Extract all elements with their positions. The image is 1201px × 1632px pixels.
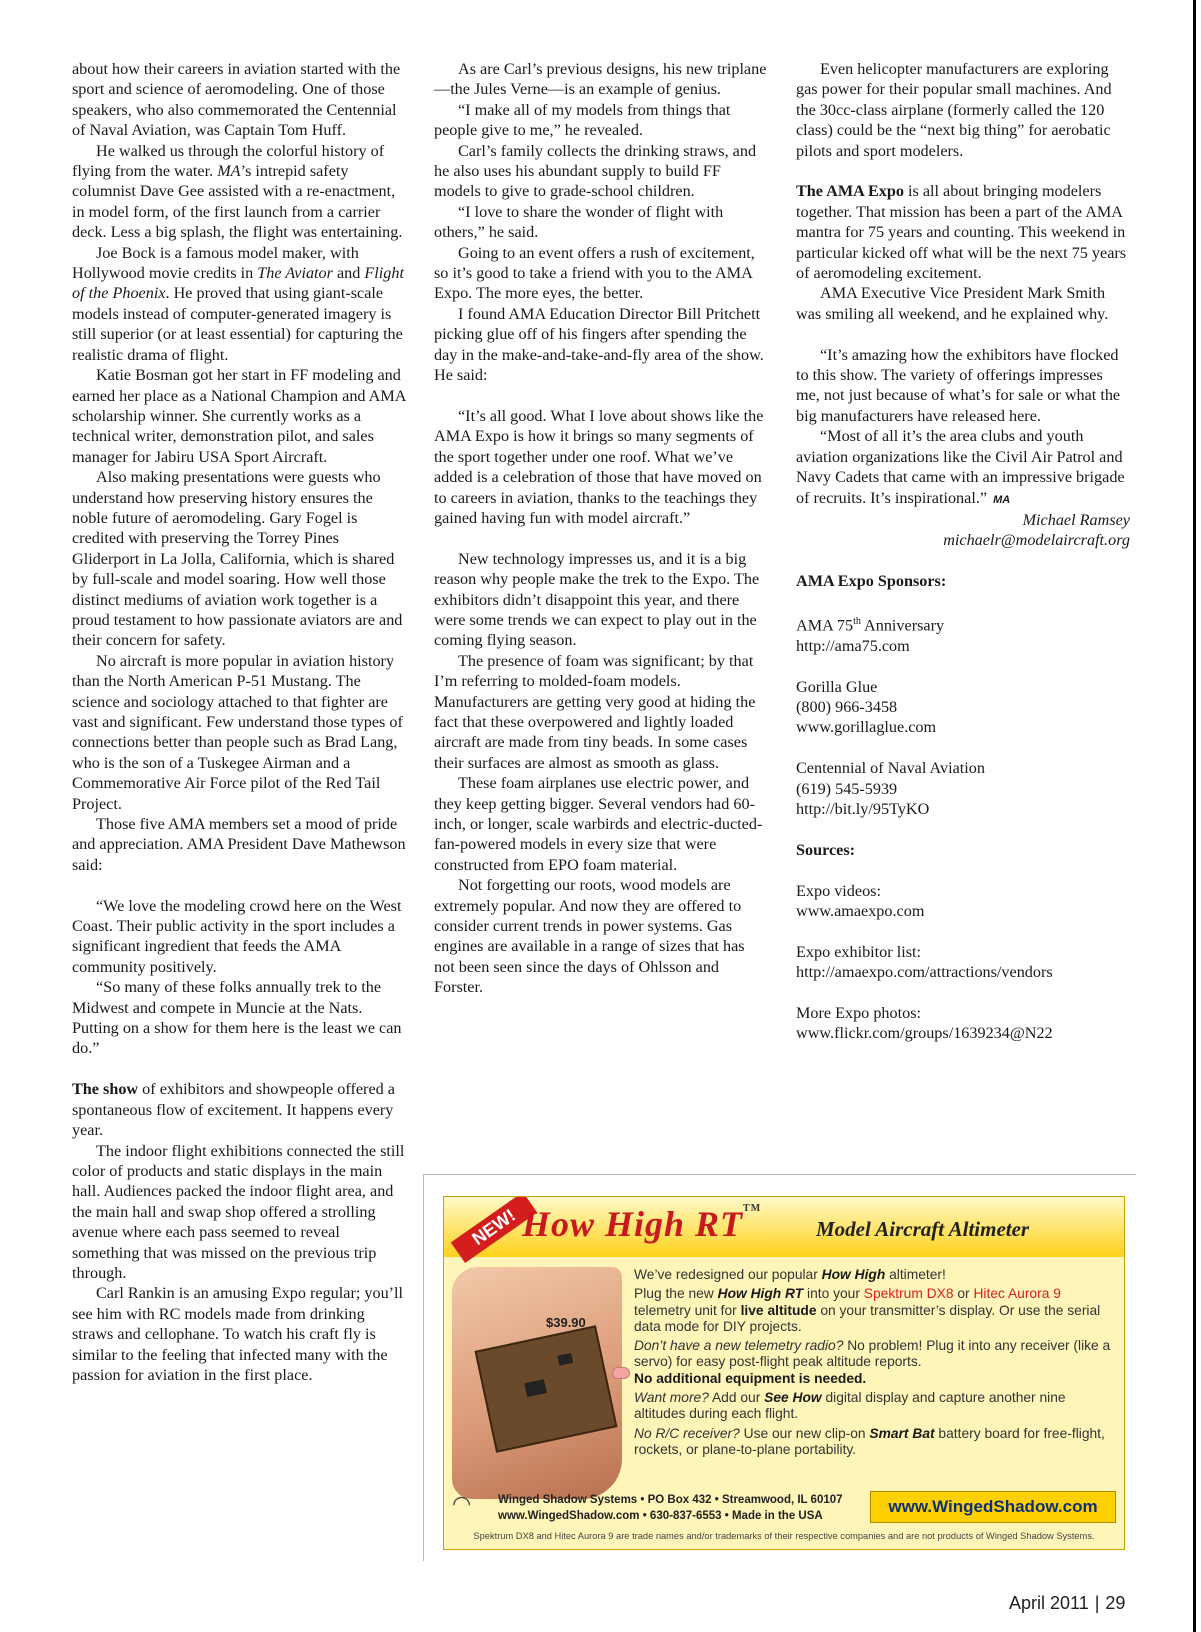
italic-title: The Aviator [257, 264, 333, 283]
text-run: The indoor flight exhibitions connected the still color of products and static displays in the main hall. Audiences packed the indoor flight area, and the main hall and swap shop offered a strolling avenue where each pass seemed to reveal something that was missed on the previous trip through. [72, 1141, 405, 1282]
paragraph [796, 636, 1130, 656]
ad-address: Winged Shadow Systems • PO Box 432 • Streamwood, IL 60107 [498, 1494, 843, 1506]
paragraph-gap [796, 161, 1130, 181]
paragraph [796, 283, 1130, 324]
paragraph [72, 365, 406, 467]
text-run: http://ama75.com [796, 636, 910, 655]
text-run: “I make all of my models from things that people give to me,” he revealed. [434, 100, 731, 140]
paragraph-gap [796, 738, 1130, 758]
paragraph [796, 426, 1130, 510]
paragraph [796, 345, 1130, 427]
text-run: Centennial of Naval Aviation [796, 759, 985, 778]
text-run: “Most of all it’s the area clubs and youth aviation organizations like the Civil Air Patrol and Navy Cadets that came with an impressive brigade of recruits. It’s inspirational.” [796, 427, 1125, 507]
paragraph-gap [72, 875, 406, 895]
paragraph [72, 243, 406, 365]
how-high-rt-advertisement[interactable] [443, 1196, 1125, 1550]
text-run: “We love the modeling crowd here on the West Coast. Their public activity in the sport includes a significant ingredient that feeds the AMA community positively. [72, 896, 402, 976]
ad-text: Use our new clip-on [739, 1425, 870, 1441]
text-run: “I love to share the wonder of flight with others,” he said. [434, 202, 724, 242]
paragraph [796, 612, 1130, 636]
chip-icon [524, 1379, 546, 1397]
paragraph [434, 875, 768, 997]
text-run: Expo videos: [796, 881, 881, 900]
paragraph-gap [796, 324, 1130, 344]
ad-body-copy [634, 1267, 1114, 1461]
byline: Michael Ramsey [1022, 510, 1130, 529]
text-run: (800) 966-3458 [796, 697, 898, 716]
ma-end-mark: MA [993, 493, 1011, 506]
paragraph [434, 773, 768, 875]
text-run: The presence of foam was significant; by that I’m referring to molded-foam models. Manufacturers are getting very good at hiding the fact that these overpowered and lightly loaded aircraft are made from tiny beads. In some cases their surfaces are almost as smooth as glass. [434, 651, 756, 772]
paragraph [434, 100, 768, 141]
paragraph-gap [796, 551, 1130, 571]
page-number: 29 [1105, 1593, 1126, 1613]
text-run: www.flickr.com/groups/1639234@N22 [796, 1024, 1053, 1043]
paragraph-gap [796, 921, 1130, 941]
text-run: about how their careers in aviation started with the sport and science of aeromodeling. One of those speakers, who also commemorated the Centennial of Naval Aviation, was Captain Tom Huff. [72, 60, 401, 140]
text-run: (619) 545-5939 [796, 779, 898, 798]
ad-text: Plug the new [634, 1286, 718, 1302]
text-run: Going to an event offers a rush of excitement, so it’s good to take a friend with you to the AMA Expo. The more eyes, the better. [434, 243, 755, 303]
ad-disclaimer: Spektrum DX8 and Hitec Aurora 9 are trade names and/or trademarks of their respective companies and are not products of Winged Shadow Systems. [473, 1531, 1095, 1541]
paragraph [796, 840, 1130, 860]
text-run: Carl’s family collects the drinking straws, and he also uses his abundant supply to build FF models to give to grade-school children. [434, 141, 757, 201]
paragraph-gap [796, 819, 1130, 839]
text-run: Also making presentations were guests who understand how preserving history ensures the noble future of aeromodeling. Gary Fogel is credited with preserving the Torrey Pines Gliderport in La Jolla, California, which is shared by full-scale and model soaring. How well those distinct mediums of aviation work together is a proud testament to how passionate aviators are and their concern for safety. [72, 468, 403, 650]
paragraph [72, 467, 406, 651]
paragraph [796, 59, 1130, 161]
paragraph [72, 1283, 406, 1385]
winged-shadow-logo-icon: ◠ [452, 1491, 472, 1516]
text-run: These foam airplanes use electric power, and they keep getting bigger. Several vendors had 60-inch, or longer, scale warbirds and electric-ducted-fan-powered models in every size that were constructed from EPO foam material. [434, 774, 763, 874]
paragraph [72, 59, 406, 141]
chip-icon [557, 1353, 573, 1366]
ad-line-4 [634, 1390, 1114, 1423]
ad-text: into your [803, 1286, 864, 1302]
paragraph [72, 1079, 406, 1140]
paragraph [796, 1003, 1130, 1023]
paragraph [72, 896, 406, 978]
text-run: As are Carl’s previous designs, his new triplane—the Jules Verne—is an example of genius. [434, 60, 767, 99]
paragraph [796, 181, 1130, 283]
paragraph [796, 962, 1130, 982]
paragraph [434, 141, 768, 202]
ad-text: altimeter! [885, 1267, 946, 1282]
ad-text: telemetry unit for [634, 1302, 741, 1318]
ad-brand-spektrum: Spektrum DX8 [863, 1286, 954, 1302]
ad-emphasis: No additional equipment is needed. [634, 1370, 867, 1386]
ad-line-1 [634, 1267, 1114, 1283]
text-run: More Expo photos: [796, 1003, 921, 1022]
ad-question: Want more? [634, 1390, 709, 1406]
text-run: Carl Rankin is an amusing Expo regular; you’ll see him with RC models made from drinking straws and cellophane. To watch his craft fly is similar to the feeling that infected many with the passion for aviation in the first place. [72, 1284, 404, 1384]
paragraph [434, 651, 768, 773]
text-run: AMA 75 [796, 616, 854, 635]
italic-title: MA [217, 162, 241, 181]
ad-emphasis: live altitude [740, 1302, 817, 1318]
paragraph [72, 977, 406, 1059]
ad-product-name: See How [764, 1390, 822, 1406]
paragraph [796, 1023, 1130, 1043]
article-column-1 [72, 59, 406, 1385]
paragraph-gap [796, 592, 1130, 612]
paragraph [796, 901, 1130, 921]
text-run: th [853, 615, 861, 627]
paragraph [434, 406, 768, 528]
ad-website-link[interactable]: www.WingedShadow.com [870, 1491, 1116, 1523]
paragraph-gap [434, 386, 768, 406]
text-run: “So many of these folks annually trek to the Midwest and compete in Muncie at the Nats. Putting on a show for them here is the least we can do.” [72, 978, 402, 1058]
ad-product-name: How High [821, 1267, 886, 1282]
section-lead: The AMA Expo [796, 182, 904, 201]
text-run: Katie Bosman got her start in FF modeling and earned her place as a National Champion and AMA scholarship winner. She currently works as a technical writer, demonstration pilot, and sales manager for Jabiru USA Sport Aircraft. [72, 366, 406, 466]
paragraph-gap [796, 860, 1130, 880]
ad-line-5 [634, 1426, 1114, 1459]
section-lead: Sources: [796, 840, 856, 859]
ad-product-name: Smart Bat [869, 1425, 935, 1441]
led-icon [612, 1367, 630, 1379]
ad-price: $39.90 [546, 1315, 586, 1330]
text-run: is all about bringing modelers together. That mission has been a part of the AMA mantra for 75 years and counting. This weekend in particular kicked off what will be the next 75 years of aeromodeling excitement. [796, 182, 1127, 283]
paragraph [72, 651, 406, 814]
text-run: www.amaexpo.com [796, 901, 925, 920]
section-lead: AMA Expo Sponsors: [796, 572, 947, 591]
ad-new-badge: NEW! [451, 1196, 537, 1263]
text-run: of exhibitors and showpeople offered a spontaneous flow of excitement. It happens every year. [72, 1080, 395, 1140]
section-lead: The show [72, 1080, 139, 1099]
ad-text: digital display and capture another nine altitudes during each flight. [634, 1390, 1066, 1422]
paragraph [796, 697, 1130, 717]
paragraph [72, 1141, 406, 1284]
text-run: “It’s amazing how the exhibitors have flocked to this show. The variety of offerings impresses me, not just because of what’s for sale or what the big manufacturers have released here. [796, 345, 1121, 425]
paragraph-gap [434, 528, 768, 548]
text-run: Even helicopter manufacturers are exploring gas power for their popular small machines. And the 30cc-class airplane (formerly called the 120 class) could be the “next big thing” for aerobatic pilots and sport modelers. [796, 60, 1112, 160]
paragraph [434, 243, 768, 304]
paragraph [434, 304, 768, 386]
paragraph [72, 141, 406, 243]
article-column-3 [796, 59, 1130, 1044]
page-folio [1009, 1593, 1125, 1614]
page-edge-bar [1193, 0, 1196, 1632]
text-run: and [332, 264, 365, 283]
ad-line-3 [634, 1338, 1114, 1387]
ad-text: or [953, 1286, 974, 1302]
ad-trademark: TM [743, 1203, 762, 1214]
ad-subtitle: Model Aircraft Altimeter [816, 1217, 1030, 1241]
text-run: “It’s all good. What I love about shows like the AMA Expo is how it brings so many segments of the sport together under one roof. What we’ve added is a celebration of those that have moved on to careers in aviation, thanks to the teachings they gained having fun with model aircraft.” [434, 406, 764, 527]
issue-date: April 2011 [1009, 1593, 1089, 1613]
paragraph [796, 942, 1130, 962]
text-run: ’s intrepid safety columnist Dave Gee assisted with a re-enactment, in model form, of the first launch from a carrier deck. Less a big splash, the flight was entertaining. [72, 162, 403, 242]
ad-text: No problem! Plug it into any receiver (like a servo) for easy post-flight peak altitude reports. [634, 1338, 1111, 1370]
paragraph-gap [796, 983, 1130, 1003]
text-run: http://bit.ly/95TyKO [796, 799, 930, 818]
text-run: Expo exhibitor list: [796, 942, 921, 961]
paragraph [434, 202, 768, 243]
ad-text: battery board for free-flight, rockets, or plane-to-plane portability. [634, 1425, 1105, 1457]
ad-product-name: How High RT [717, 1286, 804, 1302]
text-run: I found AMA Education Director Bill Pritchett picking glue off of his fingers after spending the day in the make-and-take-and-fly area of the show. He said: [434, 304, 764, 385]
ad-title-text: How High RT [522, 1204, 744, 1244]
paragraph [434, 549, 768, 651]
paragraph [434, 59, 768, 100]
text-run: Gorilla Glue [796, 677, 878, 696]
paragraph [796, 799, 1130, 819]
text-run: Anniversary [860, 616, 945, 635]
article-column-2 [434, 59, 768, 998]
text-run: Not forgetting our roots, wood models are extremely popular. And now they are offered to consider current trends in power systems. Gas engines are available in a range of sizes that has not been seen since the days of Ohlsson and Forster. [434, 876, 745, 997]
italic-title: Flight of the Phoenix [72, 264, 404, 303]
ad-question: Don’t have a new telemetry radio? [634, 1338, 844, 1354]
text-run: Joe Bock is a famous model maker, with Hollywood movie credits in [72, 243, 359, 283]
ad-brand-hitec: Hitec Aurora 9 [973, 1286, 1061, 1302]
ad-footer [498, 1492, 843, 1524]
ad-text: We’ve redesigned our popular [634, 1267, 822, 1282]
text-run: He walked us through the colorful history of flying from the water. [72, 141, 385, 181]
paragraph [796, 677, 1130, 697]
paragraph [796, 571, 1130, 591]
paragraph-gap [796, 656, 1130, 676]
ad-text: Add our [708, 1390, 765, 1406]
ad-text: on your transmitter’s display. Or use the serial data mode for DIY projects. [634, 1302, 1101, 1334]
folio-separator: | [1094, 1593, 1100, 1613]
ad-line-2 [634, 1286, 1114, 1335]
text-run: Those five AMA members set a mood of pride and appreciation. AMA President Dave Mathewson said: [72, 815, 406, 874]
paragraph-gap [72, 1059, 406, 1079]
paragraph [72, 814, 406, 875]
text-run: www.gorillaglue.com [796, 718, 937, 737]
paragraph [796, 717, 1130, 737]
paragraph [796, 758, 1130, 778]
byline: michaelr@modelaircraft.org [943, 531, 1130, 550]
text-run: . He proved that using giant-scale models instead of computer-generated imagery is still superior (or at least essential) for capturing the realistic drama of flight. [72, 284, 403, 364]
text-run: AMA Executive Vice President Mark Smith was smiling all weekend, and he explained why. [796, 284, 1109, 323]
text-run: No aircraft is more popular in aviation history than the North American P-51 Mustang. The science and sociology attached to that fighter are vast and significant. Few understand those types of connections better than people such as Brad Lang, who is the son of a Tuskegee Airman and a Commemorative Air Force pilot of the Red Tail Project. [72, 651, 403, 813]
ad-question: No R/C receiver? [634, 1425, 740, 1441]
ad-contact: www.WingedShadow.com • 630-837-6553 • Made in the USA [498, 1510, 823, 1522]
paragraph [796, 881, 1130, 901]
ad-title [522, 1203, 761, 1245]
paragraph [796, 779, 1130, 799]
text-run: http://amaexpo.com/attractions/vendors [796, 963, 1053, 982]
text-run: New technology impresses us, and it is a big reason why people make the trek to the Expo. The exhibitors didn’t disappoint this year, and there were some trends we can expect to play out in the coming flying season. [434, 549, 760, 650]
